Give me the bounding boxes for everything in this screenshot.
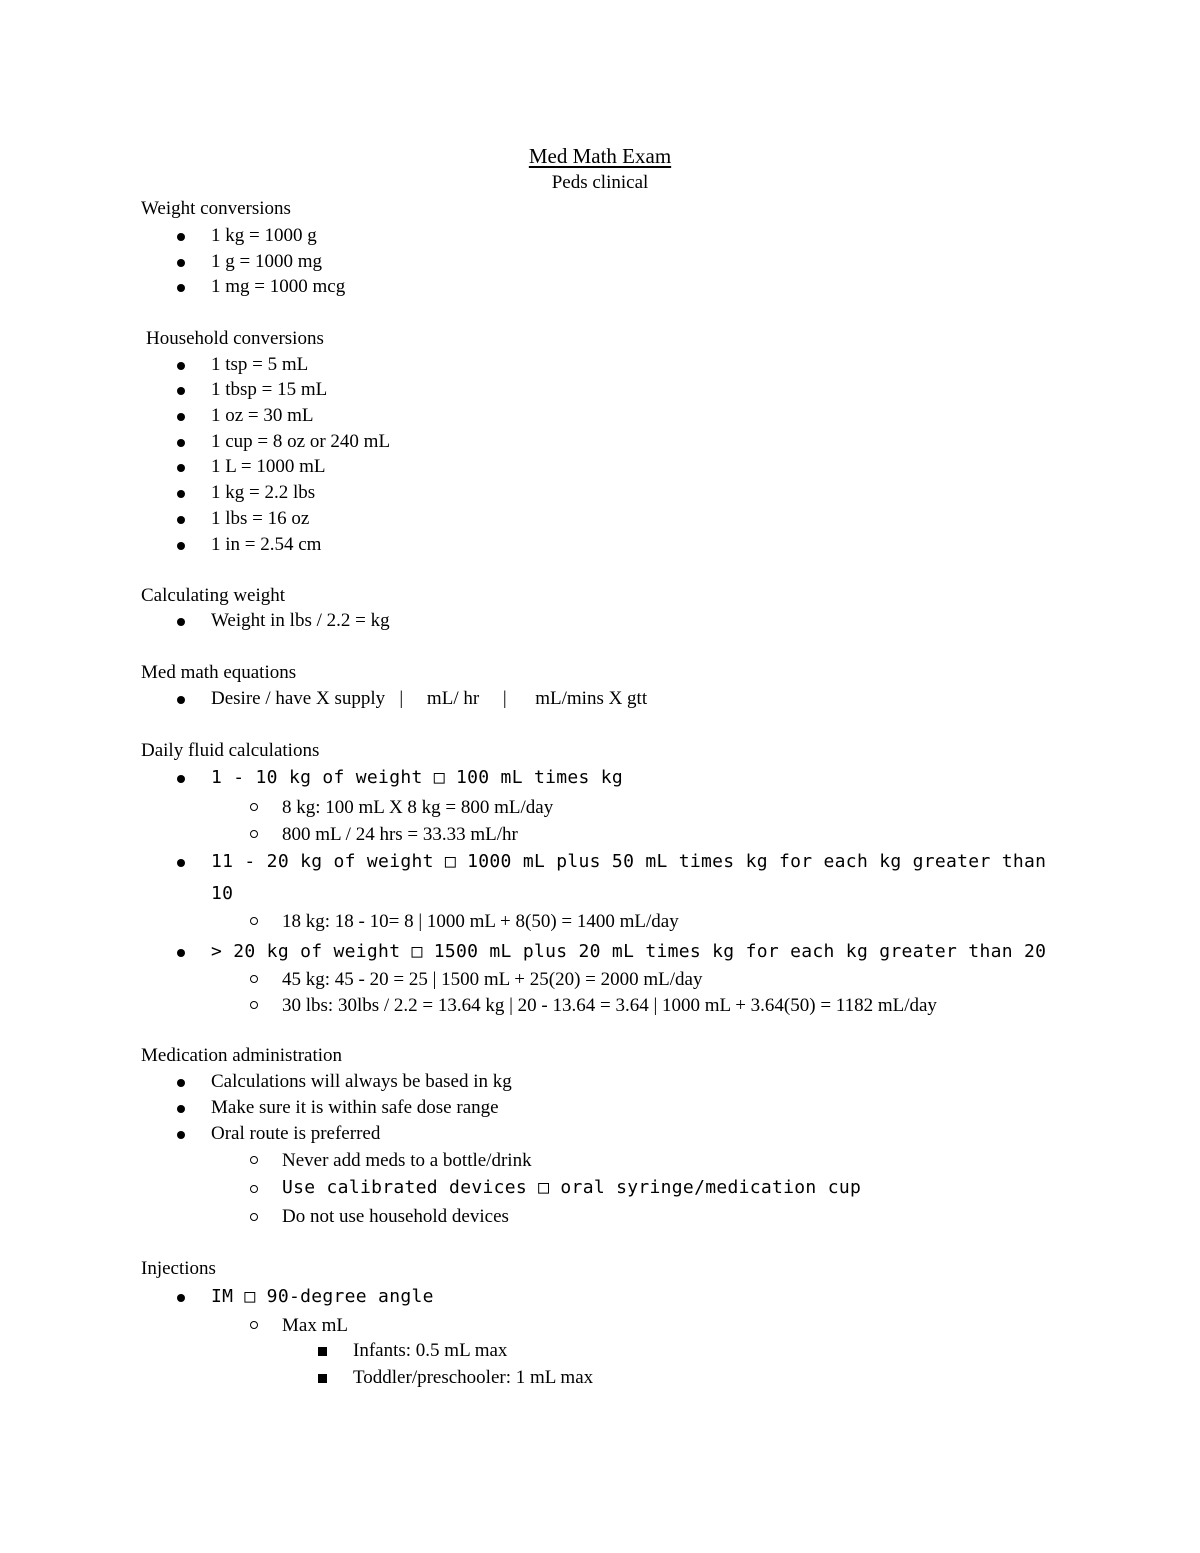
list-item: Make sure it is within safe dose range <box>211 1097 499 1118</box>
list-item: Use calibrated devices □ oral syringe/medication cup <box>282 1177 862 1198</box>
sub-bullet <box>250 830 258 838</box>
bullet <box>177 775 185 783</box>
list-item: 1 - 10 kg of weight □ 100 mL times kg <box>211 767 624 788</box>
list-item: Never add meds to a bottle/drink <box>282 1150 532 1171</box>
sub-bullet <box>250 1321 258 1329</box>
list-item: 30 lbs: 30lbs / 2.2 = 13.64 kg | 20 - 13.64 = 3.64 | 1000 mL + 3.64(50) = 1182 mL/day <box>282 995 937 1016</box>
square-bullet <box>318 1347 327 1356</box>
bullet <box>177 413 185 421</box>
bullet <box>177 1294 185 1302</box>
list-item: 1 in = 2.54 cm <box>211 534 322 555</box>
bullet <box>177 516 185 524</box>
bullet <box>177 387 185 395</box>
sub-bullet <box>250 1213 258 1221</box>
list-item: Max mL <box>282 1315 348 1336</box>
page-title: Med Math Exam <box>528 144 672 168</box>
list-item: 1 L = 1000 mL <box>211 456 326 477</box>
bullet <box>177 949 185 957</box>
section-heading-calculating-weight: Calculating weight <box>141 585 286 606</box>
list-item: 1 mg = 1000 mcg <box>211 276 346 297</box>
list-item-continuation: 10 <box>211 883 234 904</box>
bullet <box>177 1079 185 1087</box>
bullet <box>177 1105 185 1113</box>
bullet <box>177 1131 185 1139</box>
list-item: 1 cup = 8 oz or 240 mL <box>211 431 391 452</box>
list-item: 45 kg: 45 - 20 = 25 | 1500 mL + 25(20) = 2000 mL/day <box>282 969 703 990</box>
list-item: 1 oz = 30 mL <box>211 405 314 426</box>
sub-bullet <box>250 1001 258 1009</box>
list-item: IM □ 90-degree angle <box>211 1286 434 1307</box>
section-heading-med-math: Med math equations <box>141 662 297 683</box>
list-item: 800 mL / 24 hrs = 33.33 mL/hr <box>282 824 518 845</box>
bullet <box>177 233 185 241</box>
list-item: 1 kg = 1000 g <box>211 225 317 246</box>
sub-bullet <box>250 803 258 811</box>
list-item: Weight in lbs / 2.2 = kg <box>211 610 390 631</box>
bullet <box>177 362 185 370</box>
list-item: Desire / have X supply | mL/ hr | mL/mins X gtt <box>211 688 648 709</box>
bullet <box>177 259 185 267</box>
sub-bullet <box>250 975 258 983</box>
bullet <box>177 696 185 704</box>
bullet <box>177 542 185 550</box>
list-item: Oral route is preferred <box>211 1123 381 1144</box>
bullet <box>177 439 185 447</box>
bullet <box>177 284 185 292</box>
list-item: Toddler/preschooler: 1 mL max <box>353 1367 594 1388</box>
sub-bullet <box>250 1156 258 1164</box>
page-subtitle: Peds clinical <box>551 172 649 193</box>
list-item: > 20 kg of weight □ 1500 mL plus 20 mL times kg for each kg greater than 20 <box>211 941 1047 962</box>
list-item: 1 kg = 2.2 lbs <box>211 482 316 503</box>
list-item: 1 tsp = 5 mL <box>211 354 309 375</box>
section-heading-medication: Medication administration <box>141 1045 343 1066</box>
list-item: 1 tbsp = 15 mL <box>211 379 328 400</box>
bullet <box>177 859 185 867</box>
bullet <box>177 464 185 472</box>
list-item: 8 kg: 100 mL X 8 kg = 800 mL/day <box>282 797 554 818</box>
list-item: Calculations will always be based in kg <box>211 1071 512 1092</box>
square-bullet <box>318 1374 327 1383</box>
bullet <box>177 490 185 498</box>
list-item: 18 kg: 18 - 10= 8 | 1000 mL + 8(50) = 1400 mL/day <box>282 911 679 932</box>
sub-bullet <box>250 917 258 925</box>
list-item: 1 g = 1000 mg <box>211 251 322 272</box>
list-item: Infants: 0.5 mL max <box>353 1340 508 1361</box>
list-item: Do not use household devices <box>282 1206 509 1227</box>
sub-bullet <box>250 1185 258 1193</box>
section-heading-injections: Injections <box>141 1258 216 1279</box>
section-heading-household: Household conversions <box>146 328 324 349</box>
bullet <box>177 618 185 626</box>
section-heading-weight: Weight conversions <box>141 198 291 219</box>
section-heading-daily-fluid: Daily fluid calculations <box>141 740 320 761</box>
list-item: 11 - 20 kg of weight □ 1000 mL plus 50 mL times kg for each kg greater than <box>211 851 1047 872</box>
list-item: 1 lbs = 16 oz <box>211 508 310 529</box>
